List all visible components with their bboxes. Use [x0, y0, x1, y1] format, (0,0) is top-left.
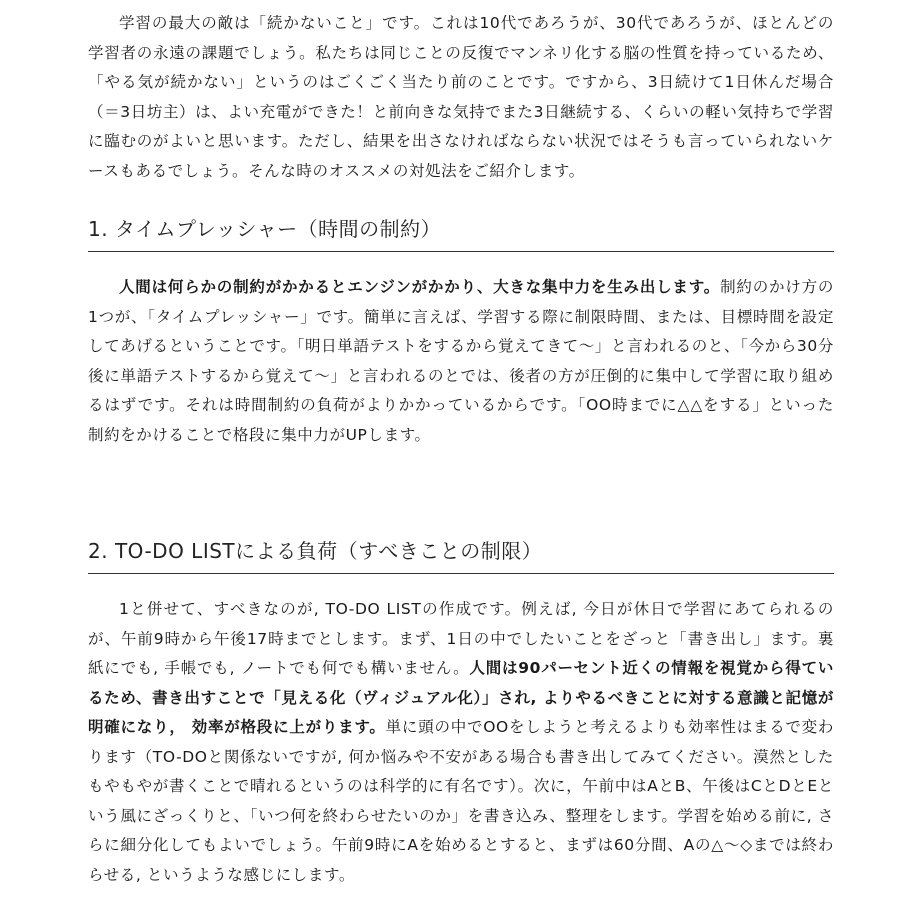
time-pressure-paragraph [88, 273, 834, 450]
time-pressure-body: 制約のかけ方の1つが、「タイムプレッシャー」です。簡単に言えば、学習する際に制限時間、または、目標時間を設定してあげるということです。「明日単語テストをするから覚えてきて〜」と言われるのと、「今から30分後に単語テストするから覚えて〜」と言われるのとでは、後者の方が圧倒的に集中して学習に取り組めるはずです。それは時間制約の負荷がよりかかっているからです。「OO時までに△△をする」といった制約をかけることで格段に集中力がUPします。 [88, 278, 835, 444]
todo-list-emphasis: 人間は90パーセント近くの情報を視覚から得ているため、書き出すことで「見える化（ヴィジュアル化）」され, よりやるべきことに対する意識と記憶が明確になり， 効率が格段に上がります。 [88, 659, 835, 736]
intro-paragraph: 学習の最大の敵は「続かないこと」です。これは10代であろうが、30代であろうが、ほとんどの学習者の永遠の課題でしょう。私たちは同じことの反復でマンネリ化する脳の性質を持っているため、「やる気が続かない」というのはごくごく当たり前のことです。ですから、3日続けて1日休んだ場合（＝3日坊主）は、よい充電ができた！と前向きな気持でまた3日継続する、くらいの軽い気持ちで学習に臨むのがよいと思います。ただし、結果を出さなければならない状況ではそうも言っていられないケースもあるでしょう。そんな時のオススメの対処法をご紹介します。 [88, 14, 834, 180]
article [88, 0, 834, 890]
section-heading-todo-list: 2. TO-DO LISTによる負荷（すべきことの制限） [88, 535, 834, 574]
todo-list-body-end: 単に頭の中でOOをしようと考えるよりも効率性はまるで変わります（TO-DOと関係ないですが, 何か悩みや不安がある場合も書き出してみてください。漠然としたもやもやが書くことで晴れるというのは科学的に有名です）。次に，午前中はAとB、午後はCとDとEという風にざっくりと、「いつ何を終わらせたいのか」を書き込み、整理をします。学習を始める前に, さらに細分化してもよいでしょう。午前9時にAを始めるとすると、まずは60分間、Aの△〜◇までは終わらせる, というような感じにします。 [88, 718, 834, 884]
todo-list-paragraph [88, 595, 834, 890]
time-pressure-emphasis: 人間は何らかの制約がかかるとエンジンがかかり、大きな集中力を生み出します。 [119, 278, 721, 296]
section-heading-time-pressure: 1. タイムプレッシャー（時間の制約） [88, 213, 834, 252]
todo-list-body-start: 1と併せて、すべきなのが, TO-DO LISTの作成です。例えば, 今日が休日で学習にあてられるのが、午前9時から午後17時までとします。まず、1日の中でしたいことをざっと「書き出し」ます。裏紙にでも, 手帳でも, ノートでも何でも構いません。 [88, 600, 834, 677]
